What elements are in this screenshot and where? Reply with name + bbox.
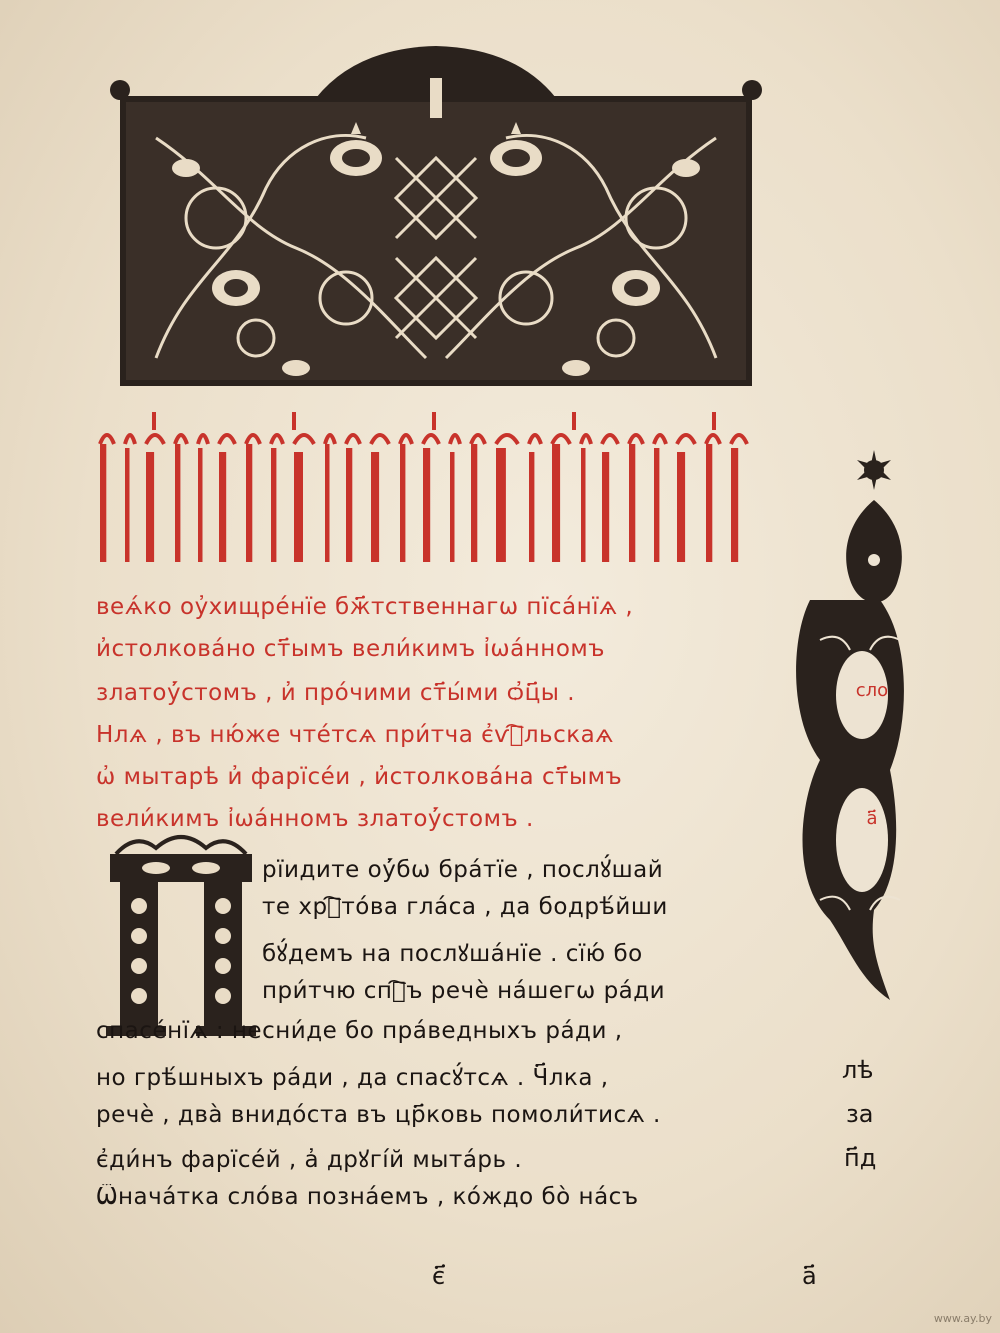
body-line-9: Ѿнача́тка сло́ва позна́емъ , ко́ждо бо̀ на́съ [96,1184,639,1210]
folio-left: є҃ [432,1262,446,1290]
title-band-viaz [92,404,782,580]
dropcap-letter-pe [96,826,266,1038]
body-line-6: но грѣ́шныхъ ра́ди , да спасꙋ́тсѧ . Ч҃лка , [96,1065,609,1091]
body-line-5: спасе́нїѧ : несни́де бо пра́ведныхъ ра́ди , [96,1018,623,1044]
margin-note-za: за [846,1100,874,1128]
margin-note-pd: п҃д [844,1144,877,1172]
body-line-2: те хрⷭ҇то́ва гла́са , да бодрѣ́йши [262,894,668,920]
margin-note-slo: сло [855,680,889,701]
rubric-line-2: и҆столкова́но ст҃ымъ вели́кимъ і҆ѡа́нномъ [96,636,606,662]
rubric-line-1: веѧ́ко оу҆хищре́нїе бж҃тственнагѡ пїса́нїѧ , [96,594,634,620]
title-viaz-lettering [92,404,782,580]
rubric-line-6: вели́кимъ і҆ѡа́нномъ златоу҆́стомъ . [96,806,534,832]
rubric-line-4: Нлѧ , въ ню́же чте́тсѧ при́тча є҆ѵⷢ҇льскаѧ [96,722,614,748]
rubric-line-3: златоу҆́стомъ , и҆ про́чими ст҃ы́ми ѻ҆ц҃ы . [96,680,576,706]
body-line-3: бꙋ́демъ на послꙋша́нїе . сїю́ бо [262,941,643,967]
watermark: www.ay.by [933,1312,992,1325]
rubric-line-5: ѡ҆ мытарѣ и҆ фарїсе́и , и҆столкова́на ст҃ымъ [96,764,623,790]
body-line-1: рїидите оу҆́бѡ бра́тїе , послꙋ́шай [262,857,664,883]
body-line-4: при́тчю спⷭ҇ъ речѐ на́шегѡ ра́ди [262,978,666,1004]
headpiece-ornament [96,38,776,390]
margin-ornament [790,440,920,1015]
margin-note-lv: лѣ [842,1056,874,1084]
folio-right: а҃ [802,1262,817,1290]
body-line-7: речѐ , два̀ внидо́ста въ цр҃ковь помоли́тисѧ . [96,1102,661,1128]
body-line-8: є҆ди́нъ фарїсе́й , а҆ дрꙋгі́й мыта́рь . [96,1147,523,1173]
margin-note-a: а҃ [866,808,878,829]
